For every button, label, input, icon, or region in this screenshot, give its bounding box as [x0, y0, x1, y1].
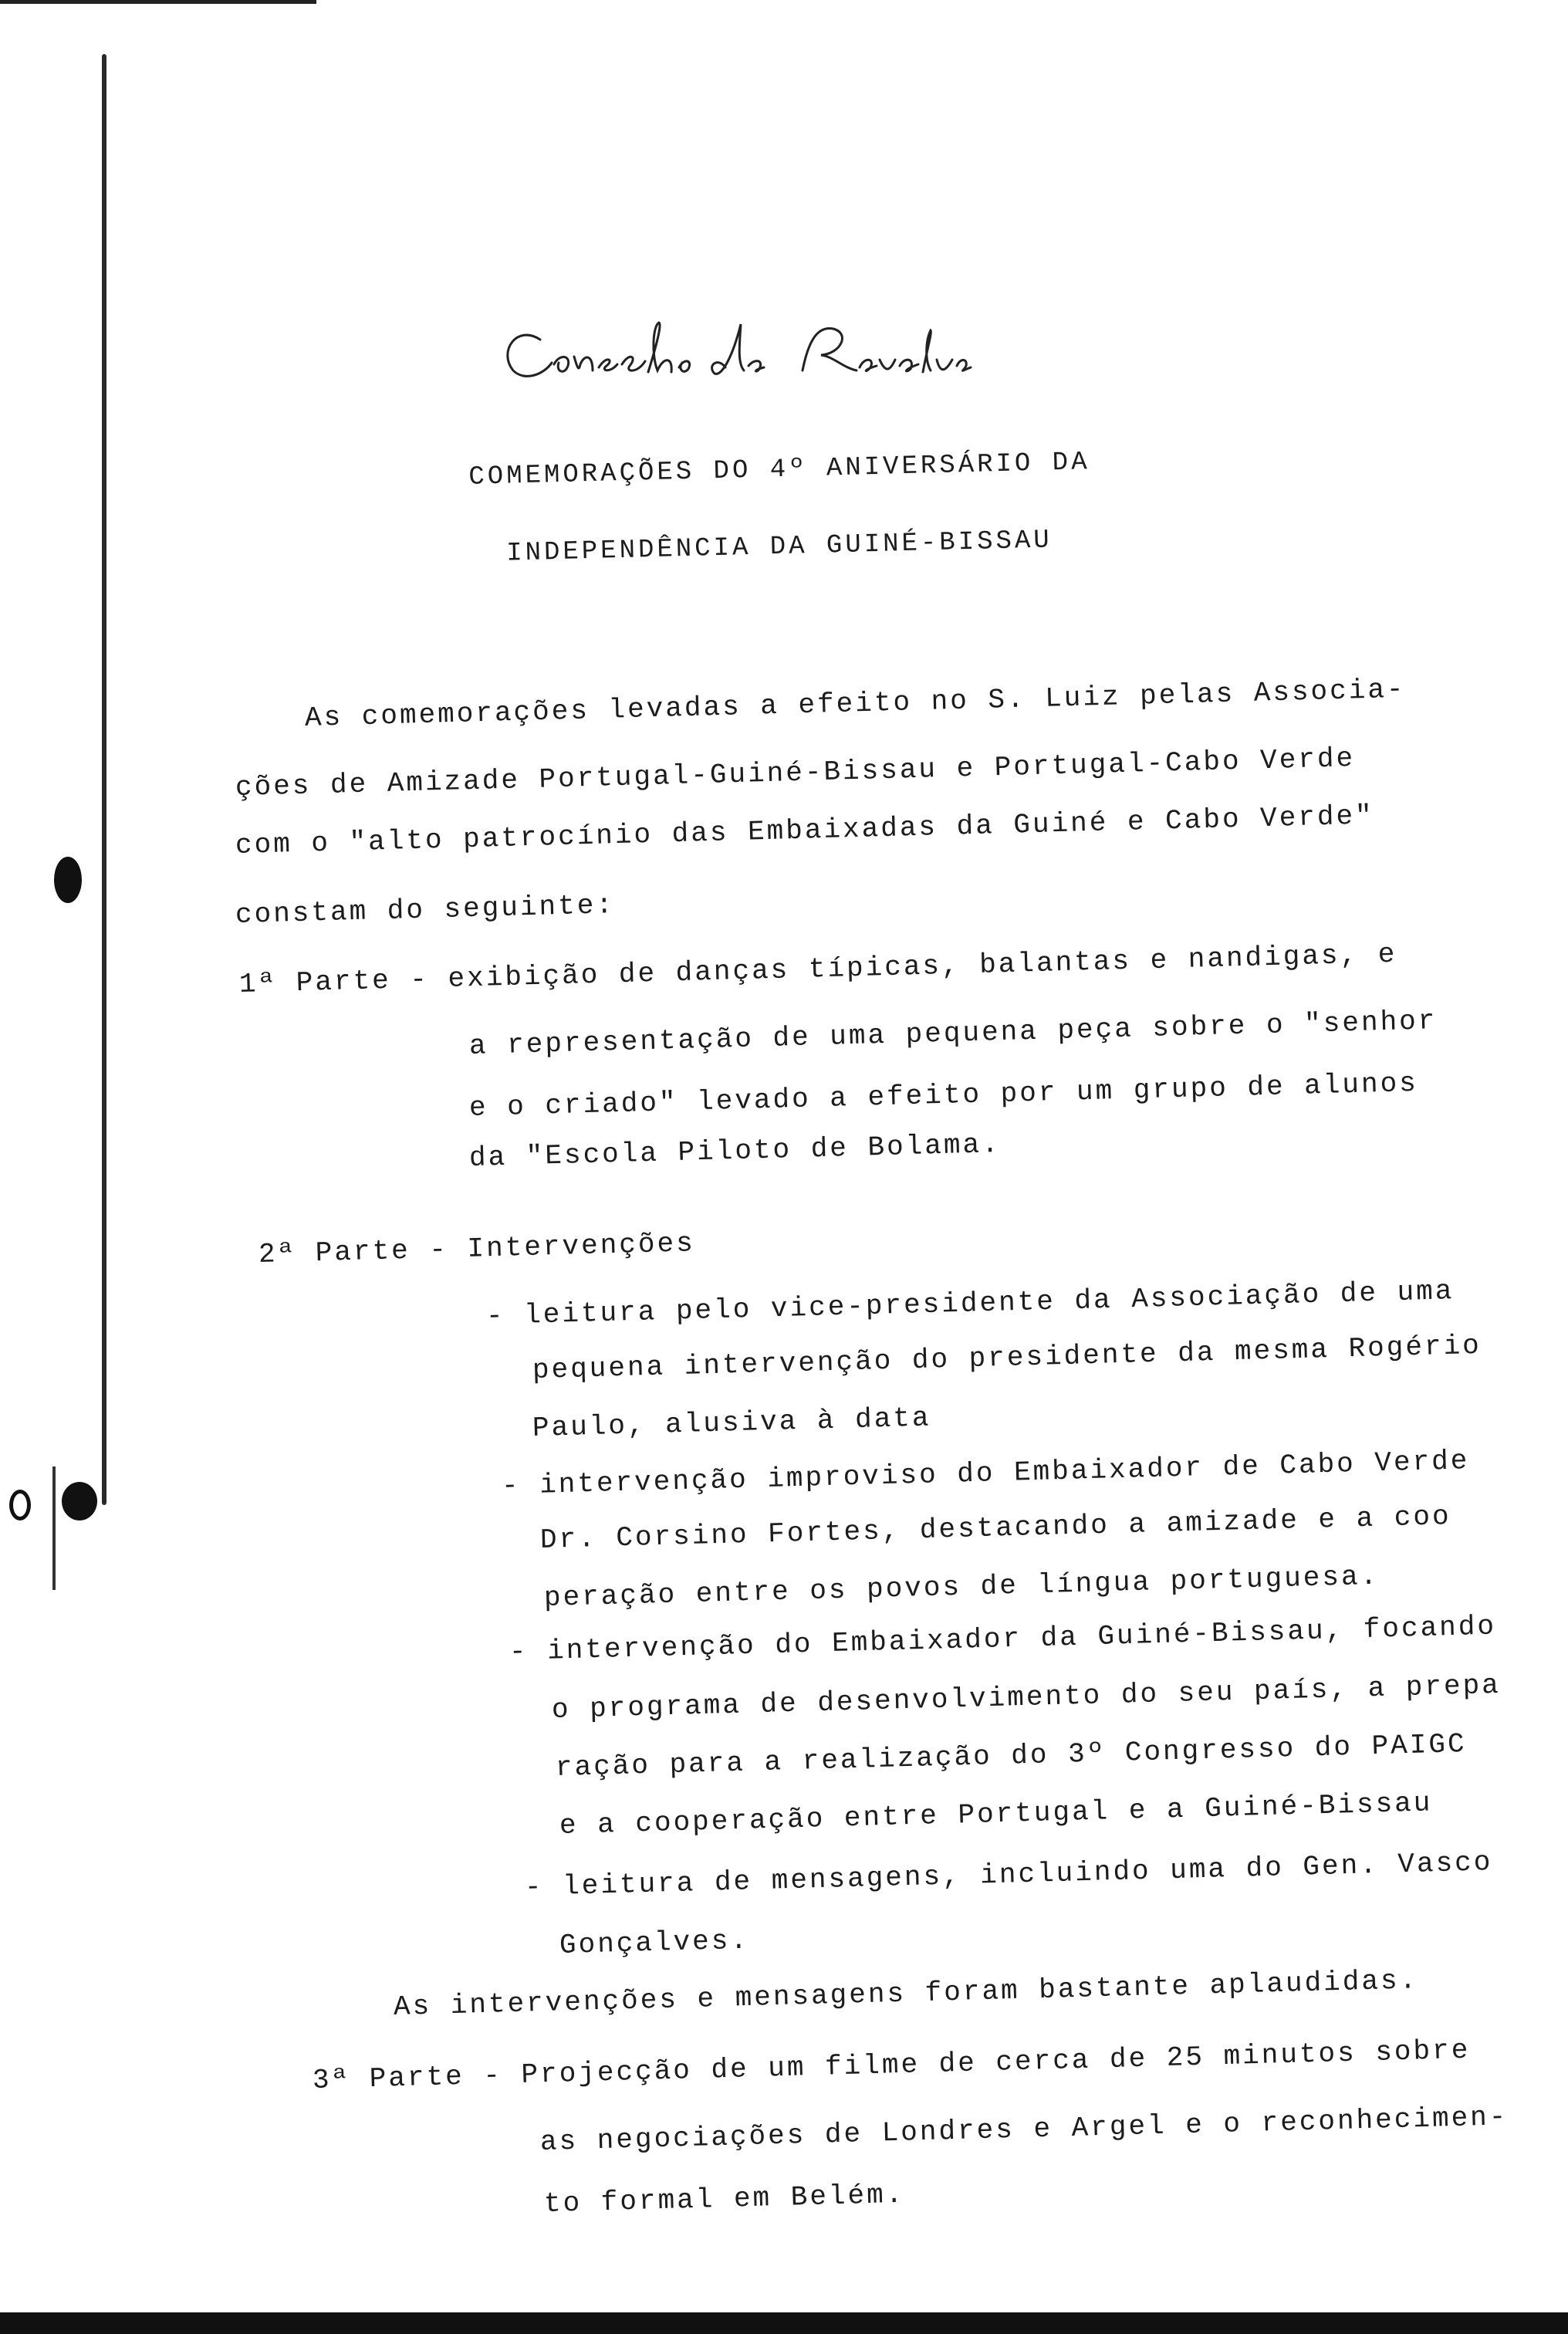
part1-line: a representação de uma pequena peça sobre o "senhor: [468, 1005, 1438, 1062]
part2-line: - leitura de mensagens, incluindo uma do Gen. Vasco: [524, 1846, 1493, 1903]
binder-hole-mark-lower: [62, 1482, 97, 1520]
binder-ring-mark: [9, 1490, 31, 1520]
letterhead-signature: [494, 309, 972, 394]
part2-line: Paulo, alusiva à data: [532, 1402, 932, 1444]
handwritten-letterhead: [494, 309, 972, 394]
part3-line: 3ª Parte - Projecção de um filme de cerca de 25 minutos sobre: [312, 2034, 1471, 2096]
part2-line: peração entre os povos de língua portuguesa.: [543, 1560, 1380, 1614]
part1-line: 1ª Parte - exibição de danças típicas, balantas e nandigas, e: [238, 938, 1397, 1000]
part2-line: Dr. Corsino Fortes, destacando a amizade e a coo: [539, 1500, 1452, 1556]
intro-line: com o "alto patrocínio das Embaixadas da Guiné e Cabo Verde": [235, 800, 1375, 861]
part2-line: pequena intervenção do presidente da mesma Rogério: [532, 1329, 1482, 1386]
part1-line: e o criado" levado a efeito por um grupo de alunos: [468, 1067, 1419, 1124]
intro-line: constam do seguinte:: [235, 889, 616, 931]
part2-line: - intervenção improviso do Embaixador de Cabo Verde: [501, 1445, 1470, 1502]
part2-line: e a cooperação entre Portugal e a Guiné-Bissau: [559, 1787, 1433, 1842]
scan-bottom-edge: [0, 2312, 1568, 2334]
margin-ink-line-lower: [52, 1466, 56, 1590]
binder-hole-mark: [54, 857, 82, 903]
document-title-line-2: INDEPENDÊNCIA DA GUINÉ-BISSAU: [505, 526, 1053, 569]
intro-line: As comemorações levadas a efeito no S. Luiz pelas Associa-: [304, 673, 1407, 734]
document-title-line-1: COMEMORAÇÕES DO 4º ANIVERSÁRIO DA: [468, 448, 1091, 492]
part3-line: to formal em Belém.: [543, 2178, 905, 2220]
part2-line: o programa de desenvolvimento do seu país, a prepa: [551, 1669, 1502, 1726]
part2-line: Gonçalves.: [559, 1924, 750, 1961]
intro-line: ções de Amizade Portugal-Guiné-Bissau e Portugal-Cabo Verde: [235, 742, 1356, 803]
part2-line: - leitura pelo vice-presidente da Associação de uma: [485, 1275, 1455, 1332]
part2-line: - intervenção do Embaixador da Guiné-Bissau, focando: [509, 1610, 1497, 1668]
scan-top-rule: [0, 0, 316, 4]
part1-line: da "Escola Piloto de Bolama.: [468, 1128, 1002, 1174]
margin-ink-line: [102, 54, 106, 1505]
part2-line: ração para a realização do 3º Congresso do PAIGC: [555, 1728, 1468, 1784]
part3-line: as negociações de Londres e Argel e o reconhecimen-: [539, 2101, 1509, 2158]
closing-line: As intervenções e mensagens foram bastante aplaudidas.: [393, 1964, 1419, 2023]
part2-heading: 2ª Parte - Intervenções: [258, 1227, 696, 1270]
